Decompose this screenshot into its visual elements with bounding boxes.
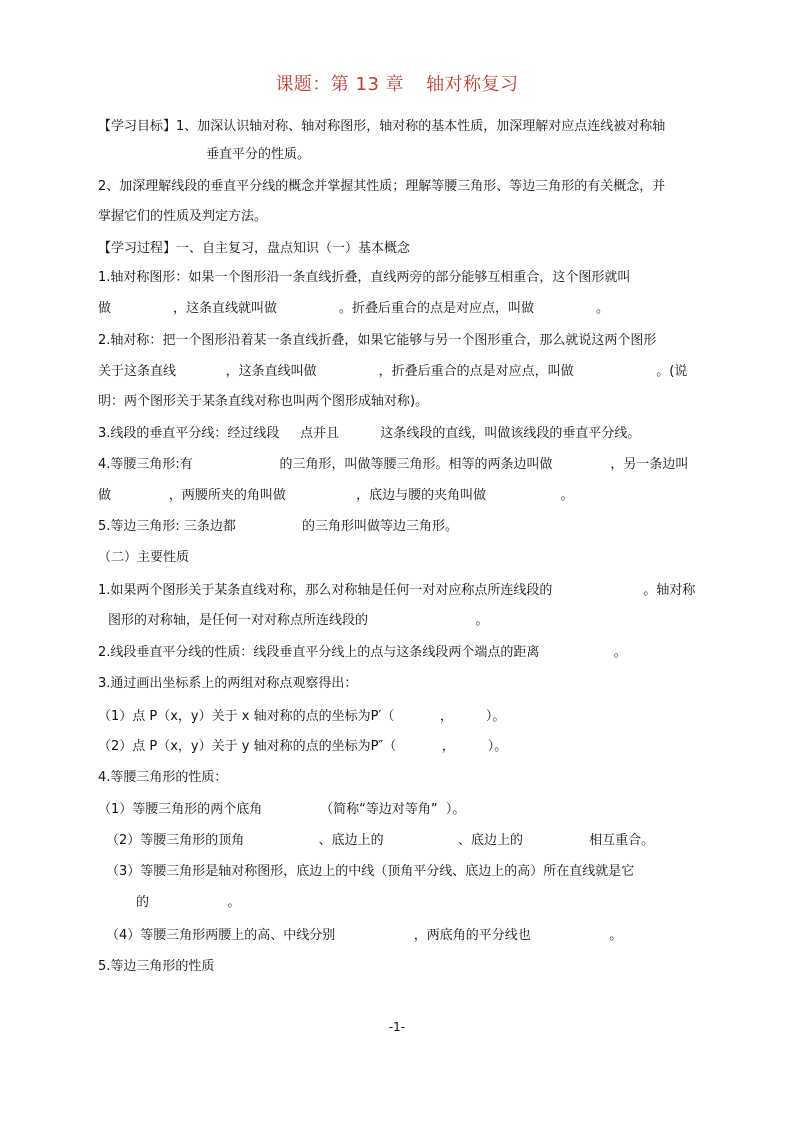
property-3: 3.通过画出坐标系上的两组对称点观察得出：: [98, 676, 358, 691]
property-3-1: （1）点 P（x，y）关于 x 轴对称的点的坐标为P′（ ， ）。: [98, 709, 506, 724]
page-title: [0, 70, 794, 96]
property-4-4: （4）等腰三角形两腰上的高、中线分别 ，两底角的平分线也 。: [106, 928, 623, 943]
goal-line-1a: 【学习目标】1、加深认识轴对称、轴对称图形，轴对称的基本性质，加深理解对应点连线被对称轴: [98, 119, 666, 134]
property-1b: 图形的对称轴，是任何一对对称点所连线段的 。: [108, 613, 489, 628]
concept-2a: 2.轴对称：把一个图形沿着某一条直线折叠，如果它能够与另一个图形重合，那么就说这两个图形: [98, 333, 657, 348]
concept-1a: 1.轴对称图形：如果一个图形沿一条直线折叠，直线两旁的部分能够互相重合，这个图形就叫: [98, 270, 631, 285]
concept-1b: 做 ，这条直线就叫做 。折叠后重合的点是对应点，叫做 。: [98, 301, 609, 316]
goal-line-1b: 垂直平分的性质。: [206, 147, 311, 162]
property-4-1: （1）等腰三角形的两个底角 （简称“等边对等角” ）。: [98, 802, 466, 817]
concept-2c: 明：两个图形关于某条直线对称也叫两个图形成轴对称)。: [98, 394, 429, 409]
property-3-2: （2）点 P（x，y）关于 y 轴对称的点的坐标为P″（ ， ）。: [98, 739, 508, 754]
title-course: 课题：第 13 章: [275, 74, 405, 95]
property-4: 4.等腰三角形的性质：: [98, 770, 228, 785]
property-1a: 1.如果两个图形关于某条直线对称，那么对称轴是任何一对对应称点所连线段的 。轴对称: [98, 583, 696, 598]
concept-4b: 做 ，两腰所夹的角叫做 ，底边与腰的夹角叫做 。: [98, 488, 574, 503]
property-4-3a: （3）等腰三角形是轴对称图形，底边上的中线（顶角平分线、底边上的高）所在直线就是它: [106, 864, 635, 879]
goal-line-2a: 2、加深理解线段的垂直平分线的概念并掌握其性质；理解等腰三角形、等边三角形的有关概念，并: [98, 179, 666, 194]
concept-2b: 关于这条直线 ，这条直线叫做 ，折叠后重合的点是对应点，叫做 。(说: [98, 364, 688, 379]
property-4-3b: 的 。: [136, 895, 241, 910]
property-4-2: （2）等腰三角形的顶角 、底边上的 、底边上的 相互重合。: [106, 833, 655, 848]
concept-5: 5.等边三角形: 三条边都 的三角形叫做等边三角形。: [98, 519, 459, 534]
process-heading: 【学习过程】一、自主复习，盘点知识（一）基本概念: [98, 241, 411, 256]
property-2: 2.线段垂直平分线的性质：线段垂直平分线上的点与这条线段两个端点的距离 。: [98, 645, 627, 660]
goal-line-2b: 掌握它们的性质及判定方法。: [98, 209, 268, 224]
title-topic: 轴对称复习: [426, 74, 519, 95]
concept-3: 3.线段的垂直平分线：经过线段 点并且 这条线段的直线，叫做该线段的垂直平分线。: [98, 426, 641, 441]
concept-4a: 4.等腰三角形:有 的三角形，叫做等腰三角形。相等的两条边叫做 ，另一条边叫: [98, 457, 689, 472]
property-5: 5.等边三角形的性质: [98, 959, 215, 974]
properties-heading: （二）主要性质: [98, 550, 190, 565]
page-number: -1-: [388, 1020, 406, 1034]
